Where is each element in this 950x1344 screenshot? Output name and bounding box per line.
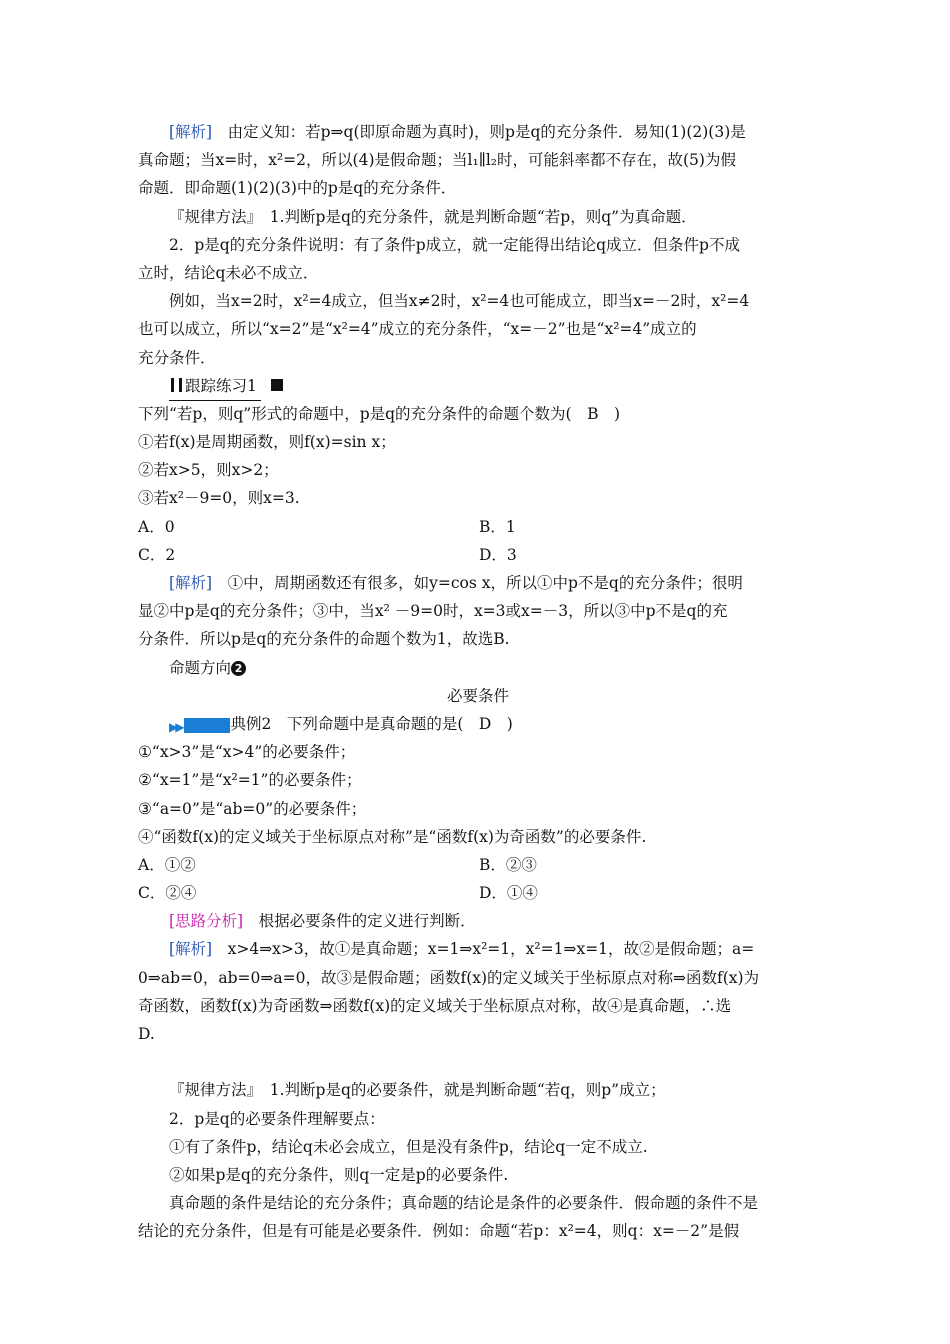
method-line: ②如果p是q的充分条件，则q一定是p的必要条件. [169,1165,509,1184]
option-b: B．1 [479,517,516,536]
analysis-text: 由定义知：若p⇒q(即原命题为真时)，则p是q的充分条件．易知(1)(2)(3)是 [212,123,746,141]
question-line: ④“函数f(x)的定义域关于坐标原点对称”是“函数f(x)为奇函数”的必要条件. [138,827,647,846]
option-row [138,851,818,879]
option-a: A．①② [138,855,196,874]
spacer [138,1048,818,1076]
method-line: 2．p是q的必要条件理解要点： [169,1109,385,1128]
analysis-tag: [解析] [169,123,213,141]
example-heading [138,710,818,738]
document-page [138,118,818,1246]
question-line: ②“x=1”是“x²=1”的必要条件； [138,771,362,790]
example-badge-icon: ▶▶ [169,712,230,741]
direction-heading [138,654,818,682]
text-line: 真命题；当x=时，x²=2，所以(4)是假命题；当l₁∥l₂时，可能斜率都不存在，故(5)为假 [138,151,736,170]
direction-label: 命题方向 [169,658,232,677]
analysis-tag: [解析] [169,574,213,592]
practice-header [138,372,818,400]
text-line: 真命题的条件是结论的充分条件；真命题的结论是条件的必要条件．假命题的条件不是 [169,1194,759,1213]
text-line: 显②中p是q的充分条件；③中，当x² －9=0时，x=3或x=－3，所以③中p不是q的充 [138,602,728,621]
text-line: 分条件．所以p是q的充分条件的命题个数为1，故选B. [138,630,510,649]
section-title: 必要条件 [446,686,509,705]
option-d: D．①④ [479,884,538,903]
method-line: ①有了条件p，结论q未必会成立，但是没有条件p，结论q一定不成立. [169,1137,648,1156]
text-line: D. [138,1025,155,1043]
analysis-line [138,569,818,597]
analysis-text: ①中，周期函数还有很多，如y=cos x，所以①中p不是q的充分条件；很明 [212,574,743,592]
method-line: 『规律方法』 1.判断p是q的必要条件，就是判断命题“若q，则p”成立； [169,1081,666,1100]
option-d: D．3 [479,545,517,564]
analysis-tag: [解析] [169,940,213,959]
question-line: ①若f(x)是周期函数，则f(x)=sin x； [138,433,396,452]
method-line: 『规律方法』 1.判断p是q的充分条件，就是判断命题“若p，则q”为真命题． [169,207,697,226]
option-row [138,879,818,907]
practice-title: 跟踪练习1 [185,376,257,395]
text-line: 立时，结论q未必不成立． [138,263,319,282]
option-row [138,541,818,569]
black-square-icon [271,379,283,391]
circled-number-icon: 2 [231,661,246,676]
analysis-line [138,935,818,963]
analysis-text: x>4⇒x>3，故①是真命题；x=1⇒x²=1，x²=1⇒x=1，故②是假命题；a= [212,940,755,959]
text-line: 奇函数，函数f(x)为奇函数⇒函数f(x)的定义域关于坐标原点对称，故④是真命题，∴选 [138,996,732,1015]
text-line: 例如，当x=2时，x²=4成立，但当x≠2时，x²=4也可能成立，即当x=－2时，x²=4 [169,292,750,311]
text-line: 结论的充分条件，但是有可能是必要条件．例如：命题“若p：x²=4，则q：x=－2”是假 [138,1222,740,1241]
option-c: C．②④ [138,884,197,903]
double-bar-icon [169,378,185,392]
idea-line [138,907,818,935]
analysis-line [138,118,818,146]
idea-tag: [思路分析] [169,912,244,931]
example-text: 典例2 下列命题中是真命题的是( D ) [230,714,513,733]
idea-text: 根据必要条件的定义进行判断． [243,912,476,931]
question-line: ②若x>5，则x>2； [138,461,279,480]
question-line: ①“x>3”是“x>4”的必要条件； [138,743,356,762]
text-line: 0⇒ab=0，ab=0⇒a=0，故③是假命题；函数f(x)的定义域关于坐标原点对称⇒函数f(x)为 [138,968,760,987]
question-line: ③“a=0”是“ab=0”的必要条件； [138,799,367,818]
text-line: 充分条件． [138,348,216,367]
option-c: C．2 [138,545,176,564]
option-a: A．0 [138,517,175,536]
text-line: 命题．即命题(1)(2)(3)中的p是q的充分条件． [138,179,457,198]
option-b: B．②③ [479,855,537,874]
text-line: 2．p是q的充分条件说明：有了条件p成立，就一定能得出结论q成立．但条件p不成 [169,235,740,254]
question-line: 下列“若p，则q”形式的命题中，p是q的充分条件的命题个数为( B ) [138,404,621,423]
text-line: 也可以成立，所以“x=2”是“x²=4”成立的充分条件，“x=－2”也是“x²=4”成立的 [138,320,697,339]
question-line: ③若x²－9=0，则x=3. [138,489,300,508]
option-row [138,513,818,541]
